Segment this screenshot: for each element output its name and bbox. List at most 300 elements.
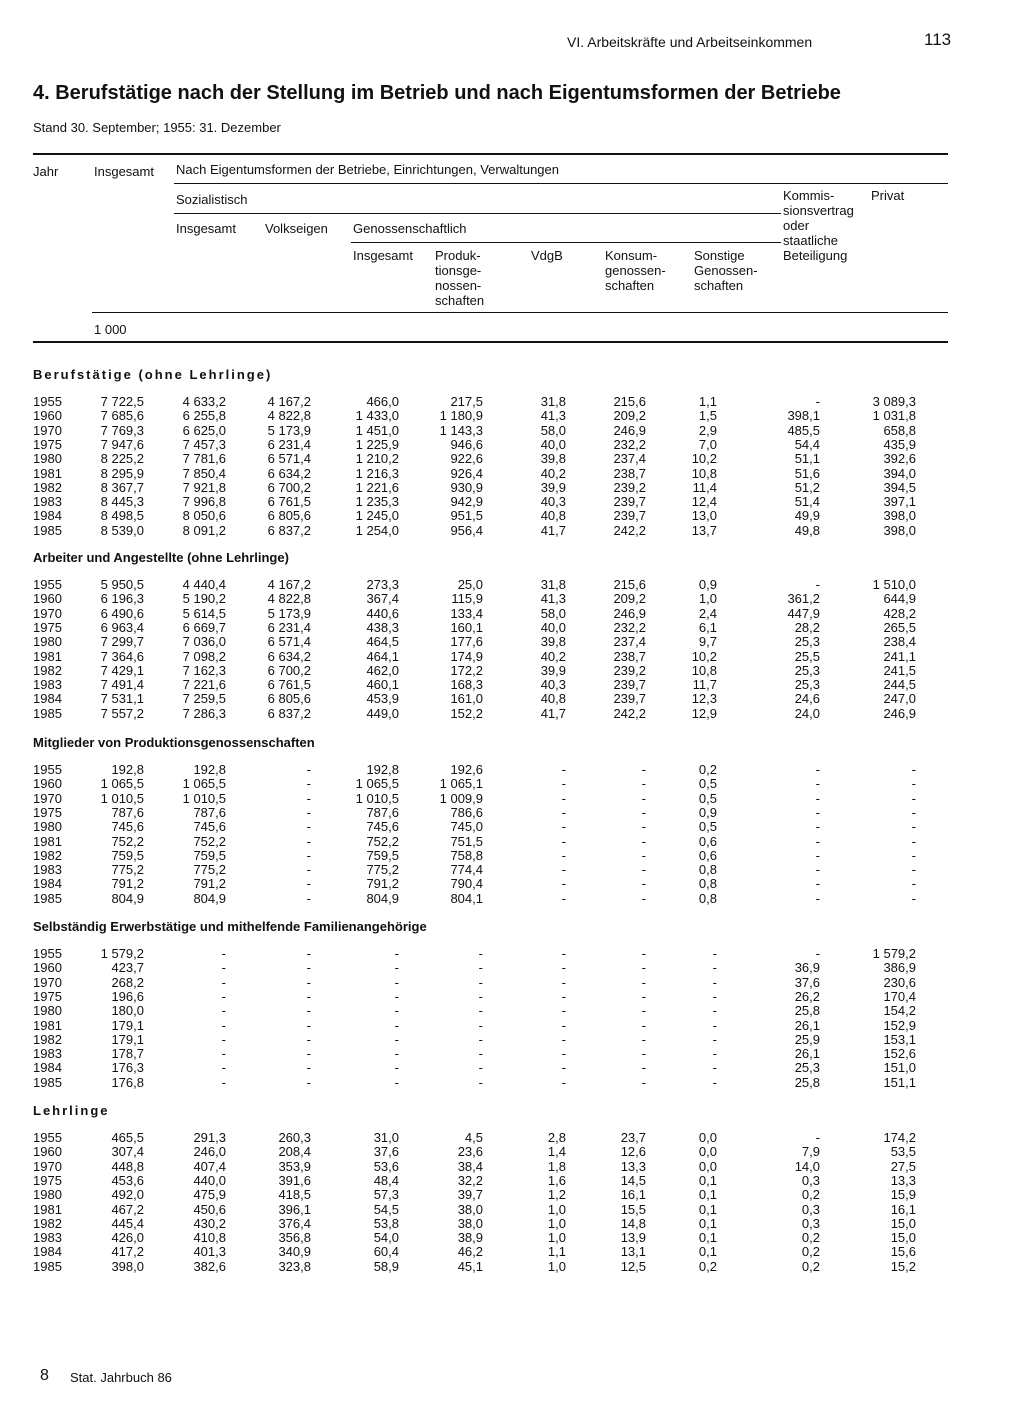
cell-gen-insgesamt: 791,2 [366, 876, 399, 892]
cell-sonstige: 0,1 [698, 1244, 717, 1260]
cell-konsum: - [641, 876, 646, 892]
header-genossenschaftlich: Genossenschaftlich [353, 221, 467, 236]
cell-kommission: - [815, 862, 820, 878]
cell-soz-insgesamt: - [221, 1074, 226, 1090]
cell-kommission: 447,9 [787, 605, 820, 621]
table-row [0, 438, 1024, 452]
cell-kommission: 398,1 [787, 408, 820, 424]
cell-vdgb: 40,2 [540, 465, 566, 481]
cell-produktion: 45,1 [457, 1258, 483, 1274]
cell-privat: 398,0 [883, 522, 916, 538]
cell-kommission: 14,0 [794, 1158, 820, 1174]
cell-kommission: 51,1 [794, 451, 820, 467]
cell-privat: - [911, 833, 916, 849]
cell-privat: 16,1 [890, 1201, 916, 1217]
cell-sonstige: 11,7 [692, 677, 717, 693]
cell-sonstige: - [712, 1060, 717, 1076]
cell-sonstige: 0,0 [698, 1130, 717, 1145]
cell-volkseigen: 391,6 [278, 1172, 311, 1188]
cell-soz-insgesamt: 291,3 [193, 1130, 226, 1145]
table-row [0, 1061, 1024, 1075]
cell-volkseigen: - [306, 1074, 311, 1090]
table-row [0, 849, 1024, 863]
cell-vdgb: 1,8 [547, 1158, 566, 1174]
cell-year: 1981 [33, 648, 62, 664]
table-row [0, 607, 1024, 621]
cell-soz-insgesamt: - [221, 1003, 226, 1019]
cell-soz-insgesamt: 1 065,5 [182, 776, 226, 792]
cell-privat: 230,6 [883, 974, 916, 990]
cell-privat: 241,1 [883, 648, 916, 664]
cell-privat: 3 089,3 [872, 394, 916, 409]
cell-insgesamt: 804,9 [111, 890, 144, 906]
cell-produktion: 926,4 [450, 465, 483, 481]
cell-vdgb: 39,9 [540, 479, 566, 495]
cell-volkseigen: - [306, 974, 311, 990]
cell-year: 1982 [33, 1031, 62, 1047]
cell-volkseigen: 5 173,9 [267, 605, 311, 621]
cell-soz-insgesamt: 745,6 [193, 819, 226, 835]
cell-vdgb: 41,7 [540, 522, 566, 538]
cell-sonstige: - [712, 1003, 717, 1019]
cell-privat: 241,5 [883, 662, 916, 678]
rule-under-genossenschaftlich [351, 242, 781, 243]
cell-sonstige: 0,5 [698, 776, 717, 792]
table-row [0, 792, 1024, 806]
cell-privat: 15,0 [890, 1215, 916, 1231]
cell-gen-insgesamt: 464,1 [366, 648, 399, 664]
cell-privat: - [911, 847, 916, 863]
cell-insgesamt: 7 491,4 [100, 677, 144, 693]
cell-konsum: 15,5 [620, 1201, 646, 1217]
cell-privat: 644,9 [883, 591, 916, 607]
cell-produktion: 161,0 [450, 691, 483, 707]
cell-sonstige: - [712, 946, 717, 961]
cell-privat: 15,6 [890, 1244, 916, 1260]
cell-soz-insgesamt: - [221, 974, 226, 990]
cell-soz-insgesamt: 440,0 [193, 1172, 226, 1188]
cell-insgesamt: 5 950,5 [100, 577, 144, 592]
table-row [0, 1160, 1024, 1174]
cell-year: 1970 [33, 974, 62, 990]
cell-privat: - [911, 876, 916, 892]
cell-sonstige: - [712, 1046, 717, 1062]
cell-produktion: 804,1 [450, 890, 483, 906]
cell-kommission: 49,9 [794, 508, 820, 524]
cell-year: 1981 [33, 833, 62, 849]
table-row [0, 1245, 1024, 1259]
cell-insgesamt: 1 010,5 [100, 790, 144, 806]
cell-year: 1985 [33, 890, 62, 906]
cell-year: 1955 [33, 762, 62, 777]
cell-kommission: - [815, 890, 820, 906]
cell-insgesamt: 448,8 [111, 1158, 144, 1174]
cell-vdgb: - [561, 974, 566, 990]
cell-konsum: - [641, 1017, 646, 1033]
cell-soz-insgesamt: 791,2 [193, 876, 226, 892]
table-row [0, 835, 1024, 849]
cell-privat: 1 031,8 [872, 408, 916, 424]
cell-insgesamt: 196,6 [111, 988, 144, 1004]
cell-produktion: 956,4 [450, 522, 483, 538]
cell-vdgb: 40,8 [540, 691, 566, 707]
cell-volkseigen: 6 634,2 [267, 465, 311, 481]
cell-privat: - [911, 890, 916, 906]
cell-year: 1955 [33, 394, 62, 409]
cell-konsum: - [641, 776, 646, 792]
cell-insgesamt: 453,6 [111, 1172, 144, 1188]
cell-sonstige: 0,1 [698, 1172, 717, 1188]
cell-kommission: 51,6 [794, 465, 820, 481]
cell-volkseigen: - [306, 960, 311, 976]
cell-insgesamt: 1 065,5 [100, 776, 144, 792]
cell-sonstige: 0,6 [698, 833, 717, 849]
table-row [0, 1131, 1024, 1145]
cell-year: 1975 [33, 619, 62, 635]
cell-insgesamt: 192,8 [111, 762, 144, 777]
cell-sonstige: 0,9 [698, 577, 717, 592]
cell-vdgb: 1,0 [547, 1201, 566, 1217]
cell-sonstige: 10,2 [691, 648, 717, 664]
cell-insgesamt: 6 196,3 [100, 591, 144, 607]
rule-above-unit [92, 312, 948, 313]
cell-volkseigen: 340,9 [278, 1244, 311, 1260]
header-top-rule [33, 153, 948, 155]
cell-gen-insgesamt: 460,1 [366, 677, 399, 693]
cell-konsum: - [641, 790, 646, 806]
header-gen-insgesamt: Insgesamt [353, 248, 413, 263]
cell-year: 1983 [33, 1046, 62, 1062]
cell-soz-insgesamt: 7 781,6 [182, 451, 226, 467]
cell-vdgb: 1,0 [547, 1215, 566, 1231]
cell-insgesamt: 179,1 [111, 1031, 144, 1047]
cell-vdgb: 58,0 [540, 605, 566, 621]
cell-sonstige: 10,2 [691, 451, 717, 467]
cell-soz-insgesamt: 7 259,5 [182, 691, 226, 707]
table-subtitle: Stand 30. September; 1955: 31. Dezember [33, 120, 281, 135]
cell-privat: 151,0 [883, 1060, 916, 1076]
cell-volkseigen: 6 761,5 [267, 494, 311, 510]
cell-sonstige: 0,9 [698, 804, 717, 820]
cell-konsum: 215,6 [613, 577, 646, 592]
cell-sonstige: 1,1 [698, 394, 717, 409]
cell-privat: 428,2 [883, 605, 916, 621]
cell-privat: 397,1 [883, 494, 916, 510]
cell-volkseigen: - [306, 804, 311, 820]
cell-kommission: 26,1 [794, 1017, 820, 1033]
cell-kommission: 7,9 [801, 1144, 820, 1160]
cell-konsum: - [641, 974, 646, 990]
cell-volkseigen: 6 634,2 [267, 648, 311, 664]
cell-kommission: 485,5 [787, 422, 820, 438]
cell-volkseigen: - [306, 1003, 311, 1019]
cell-kommission: 25,8 [794, 1074, 820, 1090]
cell-sonstige: - [712, 974, 717, 990]
cell-year: 1980 [33, 1003, 62, 1019]
cell-vdgb: 40,0 [540, 436, 566, 452]
table-row [0, 452, 1024, 466]
cell-volkseigen: 4 167,2 [267, 394, 311, 409]
cell-gen-insgesamt: 1 210,2 [355, 451, 399, 467]
cell-konsum: 238,7 [613, 648, 646, 664]
cell-gen-insgesamt: 438,3 [366, 619, 399, 635]
cell-year: 1985 [33, 1074, 62, 1090]
cell-kommission: 36,9 [794, 960, 820, 976]
cell-vdgb: 41,3 [540, 591, 566, 607]
cell-konsum: 237,4 [613, 451, 646, 467]
cell-soz-insgesamt: 5 614,5 [182, 605, 226, 621]
cell-soz-insgesamt: 4 633,2 [182, 394, 226, 409]
cell-gen-insgesamt: 1 245,0 [355, 508, 399, 524]
table-row [0, 990, 1024, 1004]
cell-kommission: 54,4 [794, 436, 820, 452]
cell-vdgb: - [561, 1003, 566, 1019]
cell-konsum: 239,7 [613, 691, 646, 707]
cell-soz-insgesamt: 759,5 [193, 847, 226, 863]
cell-vdgb: - [561, 988, 566, 1004]
cell-gen-insgesamt: 1 010,5 [355, 790, 399, 806]
cell-soz-insgesamt: 430,2 [193, 1215, 226, 1231]
cell-gen-insgesamt: 464,5 [366, 634, 399, 650]
table-row [0, 621, 1024, 635]
cell-gen-insgesamt: 53,8 [373, 1215, 399, 1231]
cell-produktion: 32,2 [457, 1172, 483, 1188]
cell-konsum: 215,6 [613, 394, 646, 409]
cell-insgesamt: 398,0 [111, 1258, 144, 1274]
cell-privat: 13,3 [890, 1172, 916, 1188]
cell-vdgb: 1,6 [547, 1172, 566, 1188]
cell-soz-insgesamt: 8 050,6 [182, 508, 226, 524]
cell-volkseigen: 260,3 [278, 1130, 311, 1145]
table-row [0, 863, 1024, 877]
cell-produktion: - [478, 1017, 483, 1033]
cell-konsum: 12,5 [620, 1258, 646, 1274]
cell-vdgb: 39,9 [540, 662, 566, 678]
cell-insgesamt: 426,0 [111, 1230, 144, 1246]
cell-insgesamt: 759,5 [111, 847, 144, 863]
table-row [0, 892, 1024, 906]
cell-kommission: 51,2 [794, 479, 820, 495]
table-row [0, 409, 1024, 423]
cell-soz-insgesamt: 6 669,7 [182, 619, 226, 635]
table-row [0, 692, 1024, 706]
cell-volkseigen: - [306, 1017, 311, 1033]
cell-produktion: 758,8 [450, 847, 483, 863]
cell-produktion: - [478, 1003, 483, 1019]
cell-sonstige: 7,0 [698, 436, 717, 452]
cell-year: 1984 [33, 691, 62, 707]
cell-soz-insgesamt: - [221, 960, 226, 976]
cell-produktion: 174,9 [450, 648, 483, 664]
cell-produktion: - [478, 946, 483, 961]
cell-sonstige: 0,8 [698, 876, 717, 892]
cell-year: 1955 [33, 577, 62, 592]
cell-volkseigen: - [306, 946, 311, 961]
cell-insgesamt: 492,0 [111, 1187, 144, 1203]
cell-gen-insgesamt: 787,6 [366, 804, 399, 820]
cell-privat: 238,4 [883, 634, 916, 650]
cell-volkseigen: - [306, 1046, 311, 1062]
cell-gen-insgesamt: 1 451,0 [355, 422, 399, 438]
cell-year: 1960 [33, 960, 62, 976]
table-row [0, 395, 1024, 409]
cell-privat: 658,8 [883, 422, 916, 438]
cell-year: 1970 [33, 422, 62, 438]
header-produktion: Produk- tionsge- nossen- schaften [435, 248, 485, 308]
cell-kommission: 26,2 [794, 988, 820, 1004]
cell-gen-insgesamt: - [394, 1003, 399, 1019]
cell-sonstige: - [712, 1031, 717, 1047]
cell-year: 1985 [33, 1258, 62, 1274]
cell-produktion: 38,9 [457, 1230, 483, 1246]
cell-produktion: 942,9 [450, 494, 483, 510]
cell-insgesamt: 8 367,7 [100, 479, 144, 495]
cell-gen-insgesamt: 775,2 [366, 862, 399, 878]
cell-produktion: 930,9 [450, 479, 483, 495]
table-row [0, 481, 1024, 495]
cell-vdgb: 41,3 [540, 408, 566, 424]
cell-year: 1985 [33, 705, 62, 721]
cell-insgesamt: 745,6 [111, 819, 144, 835]
cell-produktion: - [478, 960, 483, 976]
cell-volkseigen: - [306, 833, 311, 849]
running-header: VI. Arbeitskräfte und Arbeitseinkommen [567, 34, 813, 50]
header-vdgb: VdgB [531, 248, 563, 263]
cell-soz-insgesamt: - [221, 1060, 226, 1076]
table-row [0, 578, 1024, 592]
cell-soz-insgesamt: 475,9 [193, 1187, 226, 1203]
cell-produktion: 786,6 [450, 804, 483, 820]
cell-year: 1975 [33, 436, 62, 452]
cell-sonstige: 10,8 [691, 662, 717, 678]
cell-privat: - [911, 862, 916, 878]
cell-privat: - [911, 762, 916, 777]
cell-sonstige: 0,1 [698, 1215, 717, 1231]
cell-kommission: 0,2 [801, 1258, 820, 1274]
table-row [0, 664, 1024, 678]
cell-produktion: - [478, 1046, 483, 1062]
cell-vdgb: - [561, 762, 566, 777]
cell-insgesamt: 752,2 [111, 833, 144, 849]
table-row [0, 1076, 1024, 1090]
cell-volkseigen: 4 822,8 [267, 591, 311, 607]
cell-soz-insgesamt: 6 255,8 [182, 408, 226, 424]
cell-produktion: 172,2 [450, 662, 483, 678]
cell-vdgb: - [561, 862, 566, 878]
cell-soz-insgesamt: 7 850,4 [182, 465, 226, 481]
cell-produktion: 217,5 [450, 394, 483, 409]
page-number: 113 [924, 30, 952, 49]
cell-produktion: - [478, 988, 483, 1004]
cell-vdgb: - [561, 1017, 566, 1033]
table-row [0, 877, 1024, 891]
cell-produktion: 751,5 [450, 833, 483, 849]
table-row [0, 1217, 1024, 1231]
cell-gen-insgesamt: 1 433,0 [355, 408, 399, 424]
cell-sonstige: 0,1 [698, 1187, 717, 1203]
cell-insgesamt: 417,2 [111, 1244, 144, 1260]
cell-konsum: 242,2 [613, 522, 646, 538]
cell-volkseigen: 6 571,4 [267, 634, 311, 650]
cell-sonstige: 0,1 [698, 1201, 717, 1217]
table-row [0, 1260, 1024, 1274]
cell-gen-insgesamt: 54,5 [373, 1201, 399, 1217]
cell-produktion: 23,6 [457, 1144, 483, 1160]
cell-year: 1982 [33, 847, 62, 863]
cell-soz-insgesamt: 192,8 [193, 762, 226, 777]
cell-volkseigen: 6 571,4 [267, 451, 311, 467]
cell-insgesamt: 7 364,6 [100, 648, 144, 664]
cell-year: 1985 [33, 522, 62, 538]
cell-privat: 27,5 [890, 1158, 916, 1174]
cell-gen-insgesamt: 1 235,3 [355, 494, 399, 510]
cell-insgesamt: 176,8 [111, 1074, 144, 1090]
rule-under-eigentumsformen [174, 183, 948, 184]
cell-privat: 394,0 [883, 465, 916, 481]
cell-kommission: 25,3 [794, 634, 820, 650]
table-row [0, 1188, 1024, 1202]
header-privat: Privat [871, 188, 905, 203]
cell-produktion: - [478, 1074, 483, 1090]
section-title: Selbständig Erwerbstätige und mithelfende Familienangehörige [33, 919, 427, 934]
cell-konsum: 239,7 [613, 494, 646, 510]
cell-insgesamt: 176,3 [111, 1060, 144, 1076]
table-row [0, 650, 1024, 664]
cell-volkseigen: 376,4 [278, 1215, 311, 1231]
cell-vdgb: 1,4 [547, 1144, 566, 1160]
cell-konsum: - [641, 1060, 646, 1076]
cell-volkseigen: 208,4 [278, 1144, 311, 1160]
cell-volkseigen: 4 167,2 [267, 577, 311, 592]
cell-kommission: - [815, 776, 820, 792]
cell-volkseigen: 6 700,2 [267, 479, 311, 495]
cell-insgesamt: 467,2 [111, 1201, 144, 1217]
cell-privat: 246,9 [883, 705, 916, 721]
cell-sonstige: 0,2 [698, 762, 717, 777]
cell-gen-insgesamt: - [394, 946, 399, 961]
cell-year: 1980 [33, 634, 62, 650]
cell-kommission: 26,1 [794, 1046, 820, 1062]
cell-soz-insgesamt: 775,2 [193, 862, 226, 878]
cell-gen-insgesamt: 273,3 [366, 577, 399, 592]
cell-konsum: - [641, 862, 646, 878]
cell-year: 1960 [33, 776, 62, 792]
cell-sonstige: 0,5 [698, 819, 717, 835]
section-title: Berufstätige (ohne Lehrlinge) [33, 367, 273, 382]
cell-produktion: 25,0 [457, 577, 483, 592]
cell-gen-insgesamt: - [394, 1046, 399, 1062]
cell-kommission: 24,0 [794, 705, 820, 721]
cell-privat: 152,9 [883, 1017, 916, 1033]
table-row [0, 1019, 1024, 1033]
cell-soz-insgesamt: 382,6 [193, 1258, 226, 1274]
header-eigentumsformen: Nach Eigentumsformen der Betriebe, Einrichtungen, Verwaltungen [176, 162, 559, 177]
cell-sonstige: 12,4 [691, 494, 717, 510]
cell-vdgb: - [561, 1074, 566, 1090]
cell-sonstige: 6,1 [698, 619, 717, 635]
cell-konsum: - [641, 890, 646, 906]
cell-volkseigen: 6 805,6 [267, 508, 311, 524]
cell-produktion: 38,4 [457, 1158, 483, 1174]
cell-year: 1982 [33, 479, 62, 495]
cell-soz-insgesamt: 7 286,3 [182, 705, 226, 721]
cell-volkseigen: - [306, 862, 311, 878]
cell-vdgb: 40,3 [540, 677, 566, 693]
cell-vdgb: - [561, 960, 566, 976]
cell-kommission: - [815, 394, 820, 409]
cell-vdgb: - [561, 1060, 566, 1076]
cell-kommission: 25,3 [794, 1060, 820, 1076]
